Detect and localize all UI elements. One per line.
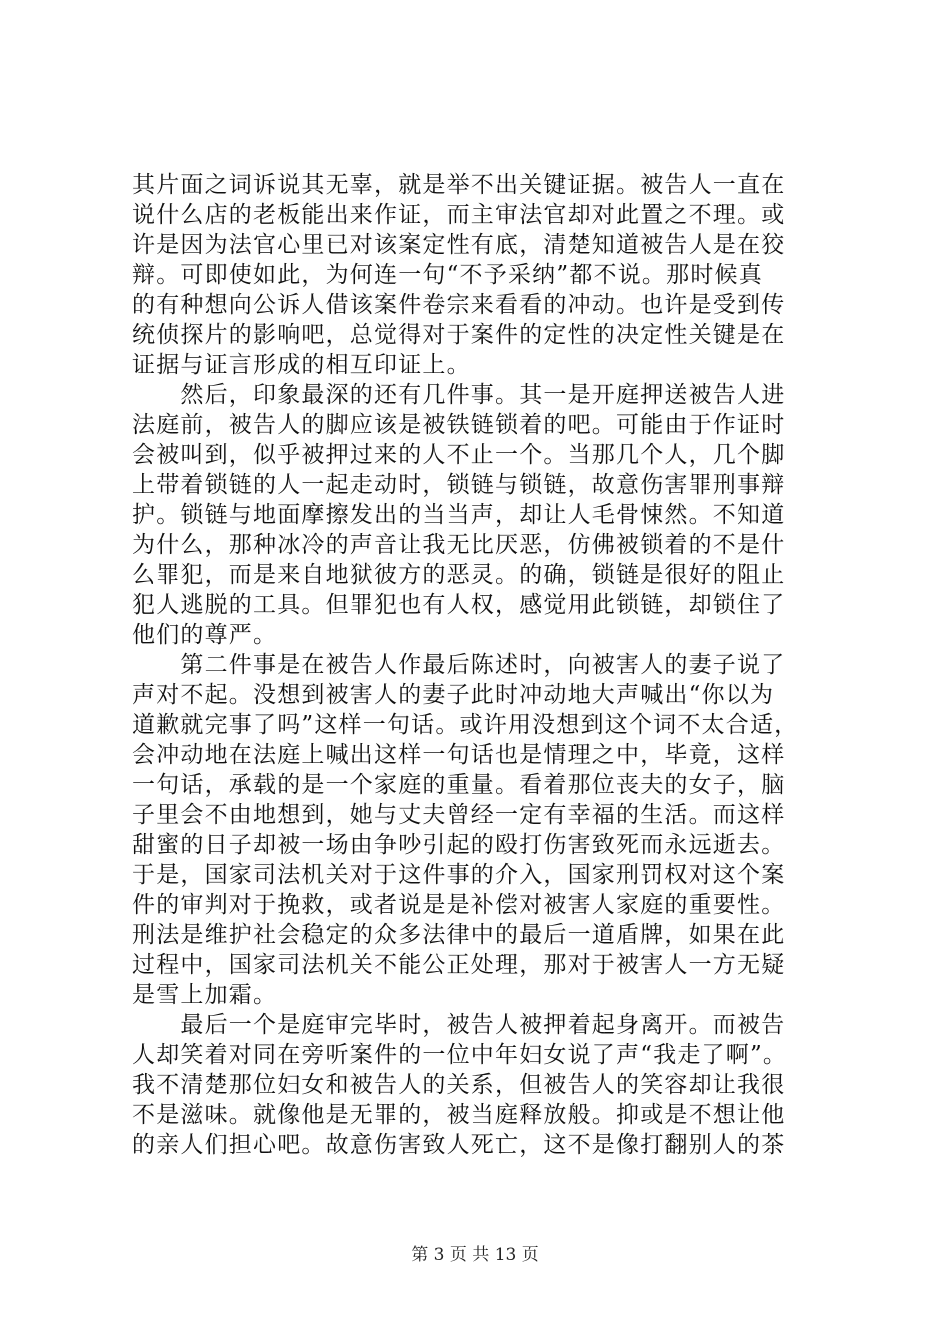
paragraph — [132, 1010, 822, 1160]
text-line: 其片面之词诉说其无辜，就是举不出关键证据。被告人一直在 — [132, 172, 786, 198]
text-line: 他们的尊严。 — [132, 622, 278, 648]
text-line: 统侦探片的影响吧，总觉得对于案件的定性的决定性关键是在 — [132, 322, 786, 348]
paragraph — [132, 380, 822, 650]
text-line: 第二件事是在被告人作最后陈述时，向被害人的妻子说了 — [132, 652, 786, 678]
text-line: 一句话，承载的是一个家庭的重量。看着那位丧夫的女子，脑 — [132, 772, 786, 798]
text-line: 过程中，国家司法机关不能公正处理，那对于被害人一方无疑 — [132, 952, 786, 978]
text-line: 犯人逃脱的工具。但罪犯也有人权，感觉用此锁链，却锁住了 — [132, 592, 786, 618]
text-line: 证据与证言形成的相互印证上。 — [132, 352, 471, 378]
text-line: 护。锁链与地面摩擦发出的当当声，却让人毛骨悚然。不知道 — [132, 502, 786, 528]
text-line: 道歉就完事了吗”这样一句话。或许用没想到这个词不太合适， — [132, 712, 799, 738]
text-line: 为什么，那种冰冷的声音让我无比厌恶，仿佛被锁着的不是什 — [132, 532, 786, 558]
text-line: 最后一个是庭审完毕时，被告人被押着起身离开。而被告 — [132, 1012, 786, 1038]
text-line: 声对不起。没想到被害人的妻子此时冲动地大声喊出“你以为 — [132, 682, 775, 708]
text-line: 么罪犯，而是来自地狱彼方的恶灵。的确，锁链是很好的阻止 — [132, 562, 786, 588]
text-line: 上带着锁链的人一起走动时，锁链与锁链，故意伤害罪刑事辩 — [132, 472, 786, 498]
text-line: 子里会不由地想到，她与丈夫曾经一定有幸福的生活。而这样 — [132, 802, 786, 828]
text-line: 许是因为法官心里已对该案定性有底，清楚知道被告人是在狡 — [132, 232, 786, 258]
paragraph — [132, 650, 822, 1010]
text-line: 于是，国家司法机关对于这件事的介入，国家刑罚权对这个案 — [132, 862, 786, 888]
text-line: 辩。可即使如此，为何连一句“不予采纳”都不说。那时候真 — [132, 262, 763, 288]
page-footer: 第 3 页 共 13 页 — [411, 1245, 539, 1265]
text-line: 不是滋味。就像他是无罪的，被当庭释放般。抑或是不想让他 — [132, 1102, 786, 1128]
text-line: 的有种想向公诉人借该案件卷宗来看看的冲动。也许是受到传 — [132, 292, 786, 318]
text-line: 法庭前，被告人的脚应该是被铁链锁着的吧。可能由于作证时 — [132, 412, 786, 438]
text-line: 我不清楚那位妇女和被告人的关系，但被告人的笑容却让我很 — [132, 1072, 786, 1098]
text-line: 说什么店的老板能出来作证，而主审法官却对此置之不理。或 — [132, 202, 786, 228]
text-line: 刑法是维护社会稳定的众多法律中的最后一道盾牌，如果在此 — [132, 922, 786, 948]
text-line: 会冲动地在法庭上喊出这样一句话也是情理之中，毕竟，这样 — [132, 742, 786, 768]
text-line: 会被叫到，似乎被押过来的人不止一个。当那几个人，几个脚 — [132, 442, 786, 468]
text-line: 的亲人们担心吧。故意伤害致人死亡，这不是像打翻别人的茶 — [132, 1132, 786, 1158]
text-line: 然后，印象最深的还有几件事。其一是开庭押送被告人进 — [132, 382, 786, 408]
text-line: 甜蜜的日子却被一场由争吵引起的殴打伤害致死而永远逝去。 — [132, 832, 786, 858]
body-text — [132, 170, 822, 1160]
paragraph — [132, 170, 822, 380]
text-line: 件的审判对于挽救，或者说是是补偿对被害人家庭的重要性。 — [132, 892, 786, 918]
text-line: 人却笑着对同在旁听案件的一位中年妇女说了声“我走了啊”。 — [132, 1042, 788, 1068]
text-line: 是雪上加霜。 — [132, 982, 278, 1008]
